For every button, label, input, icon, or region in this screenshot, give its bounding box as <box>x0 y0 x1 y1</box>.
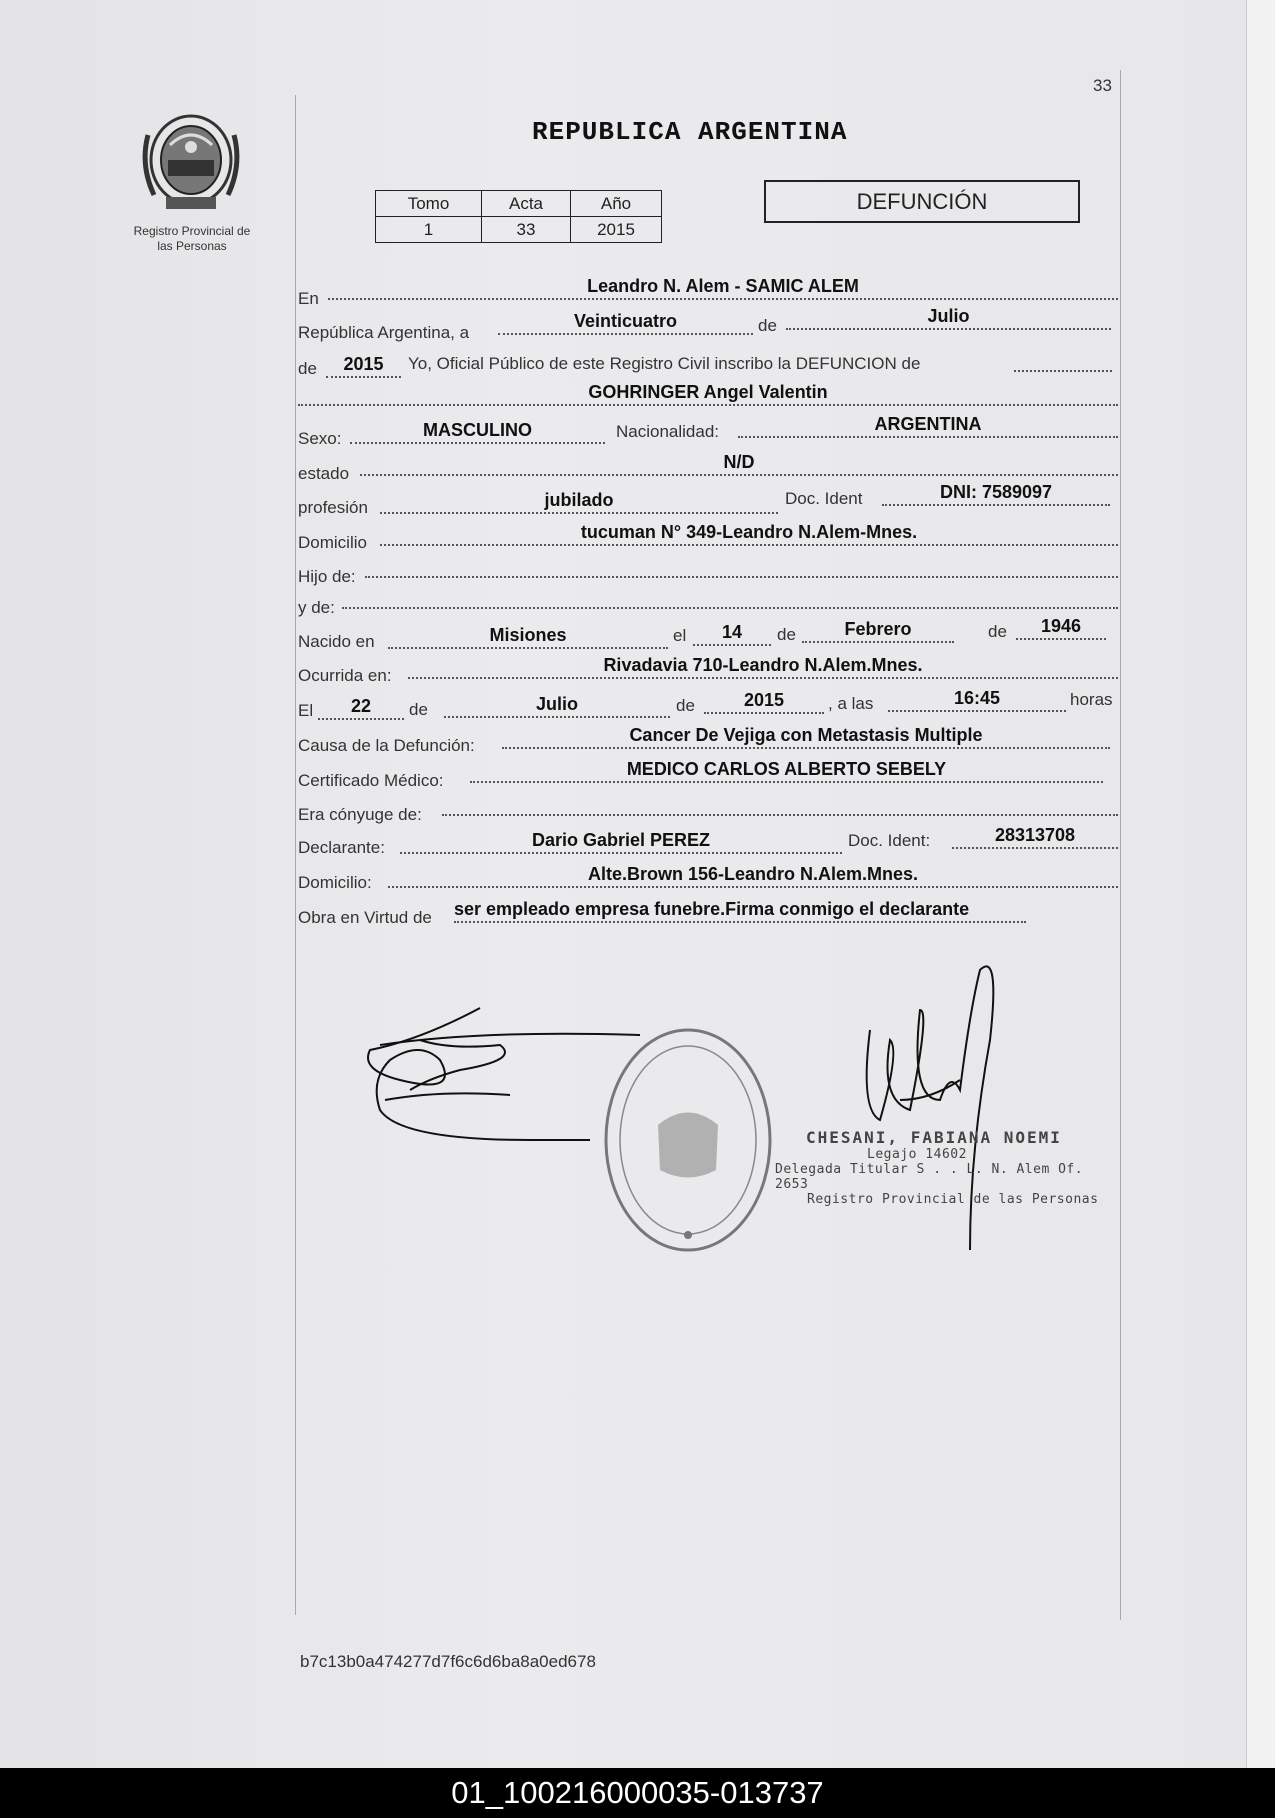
label-profesion: profesión <box>298 498 368 517</box>
field-blank-line3 <box>1014 348 1112 372</box>
document-title: REPUBLICA ARGENTINA <box>532 117 848 147</box>
field-estado: N/D <box>360 452 1118 476</box>
acta-value: 33 <box>482 217 571 243</box>
field-nac-anio: 1946 <box>1016 616 1106 640</box>
label-declarante: Declarante: <box>298 838 385 857</box>
scan-id-bar: 01_100216000035-013737 <box>0 1768 1275 1818</box>
record-table <box>375 190 662 243</box>
label-el: el <box>673 626 687 645</box>
official-name: CHESANI, FABIANA NOEMI <box>806 1128 1062 1147</box>
label-causa: Causa de la Defunción: <box>298 736 475 755</box>
field-certificado: MEDICO CARLOS ALBERTO SEBELY <box>470 759 1103 783</box>
label-de-mes-def: de <box>409 700 428 719</box>
page-edge <box>1246 0 1275 1768</box>
seal-caption-line: las Personas <box>157 239 227 253</box>
field-dia-letras: Veinticuatro <box>498 311 753 335</box>
page-number: 33 <box>1093 76 1112 95</box>
field-doc-ident: DNI: 7589097 <box>882 482 1110 506</box>
official-signature-block <box>772 1128 1102 1207</box>
field-declarante: Dario Gabriel PEREZ <box>400 830 842 854</box>
field-domicilio: tucuman N° 349-Leandro N.Alem-Mnes. <box>380 522 1118 546</box>
label-de: de <box>758 316 777 335</box>
official-legajo: Legajo 14602 <box>867 1147 967 1162</box>
field-lugar: Leandro N. Alem - SAMIC ALEM <box>328 276 1118 300</box>
field-obra: ser empleado empresa funebre.Firma conmigo el declarante <box>454 899 1026 923</box>
label-en: En <box>298 289 319 308</box>
field-def-mes: Julio <box>444 694 670 718</box>
label-certificado: Certificado Médico: <box>298 771 444 790</box>
label-de-mes: de <box>777 625 796 644</box>
label-y-de: y de: <box>298 598 335 617</box>
field-nac-mes: Febrero <box>802 619 954 643</box>
label-el-fecha: El <box>298 701 314 720</box>
right-margin-line <box>1120 70 1121 1620</box>
label-sexo: Sexo: <box>298 429 342 448</box>
label-doc-ident: Doc. Ident <box>785 489 863 508</box>
label-de-anio-def: de <box>676 696 695 715</box>
label-nacionalidad: Nacionalidad: <box>616 422 720 441</box>
label-a-las: , a las <box>828 694 874 713</box>
field-def-anio: 2015 <box>704 690 824 714</box>
left-margin-line <box>295 95 296 1615</box>
acta-header: Acta <box>482 191 571 217</box>
label-doc-ident-declarante: Doc. Ident: <box>848 831 931 850</box>
anio-value: 2015 <box>571 217 662 243</box>
field-nacido-en: Misiones <box>388 625 668 649</box>
label-conyuge: Era cónyuge de: <box>298 805 422 824</box>
label-nacido-en: Nacido en <box>298 632 375 651</box>
field-y-de <box>342 585 1118 609</box>
label-ocurrida-en: Ocurrida en: <box>298 666 392 685</box>
field-declarante-doc: 28313708 <box>952 825 1118 849</box>
field-def-dia: 22 <box>318 696 404 720</box>
label-de-anio-nac: de <box>988 622 1007 641</box>
field-conyuge <box>442 792 1118 816</box>
registry-stamp-icon <box>598 1020 778 1260</box>
seal-caption-line: Registro Provincial de <box>133 224 251 238</box>
anio-header: Año <box>571 191 662 217</box>
field-ocurrida-en: Rivadavia 710-Leandro N.Alem.Mnes. <box>408 655 1118 679</box>
label-de-anio: de <box>298 359 317 378</box>
seal-caption <box>112 224 272 254</box>
label-yo-oficial: Yo, Oficial Público de este Registro Civil inscribo la DEFUNCION de <box>408 354 921 373</box>
label-domicilio: Domicilio <box>298 533 367 552</box>
label-obra: Obra en Virtud de <box>298 908 432 927</box>
field-causa: Cancer De Vejiga con Metastasis Multiple <box>502 725 1110 749</box>
field-hijo-de <box>365 554 1118 578</box>
document-type-box: DEFUNCIÓN <box>764 180 1080 223</box>
label-republica: República Argentina, a <box>298 323 470 342</box>
field-sexo: MASCULINO <box>350 420 605 444</box>
tomo-header: Tomo <box>376 191 482 217</box>
official-cargo: Delegada Titular S . . L. N. Alem Of. 2653 <box>775 1162 1084 1192</box>
label-estado: estado <box>298 464 350 483</box>
field-def-hora: 16:45 <box>888 688 1066 712</box>
field-nac-dia: 14 <box>693 622 771 646</box>
provincial-seal-icon <box>140 105 242 215</box>
label-domicilio-declarante: Domicilio: <box>298 873 372 892</box>
label-hijo-de: Hijo de: <box>298 567 356 586</box>
field-anio: 2015 <box>326 354 401 378</box>
field-nacionalidad: ARGENTINA <box>738 414 1118 438</box>
field-profesion: jubilado <box>380 490 778 514</box>
field-declarante-domicilio: Alte.Brown 156-Leandro N.Alem.Mnes. <box>388 864 1118 888</box>
field-nombre: GOHRINGER Angel Valentin <box>298 382 1118 406</box>
label-horas: horas <box>1070 690 1113 709</box>
official-registro: Registro Provincial de las Personas <box>807 1192 1099 1207</box>
tomo-value: 1 <box>376 217 482 243</box>
document-hash: b7c13b0a474277d7f6c6d6ba8a0ed678 <box>300 1652 596 1671</box>
field-mes: Julio <box>786 306 1111 330</box>
